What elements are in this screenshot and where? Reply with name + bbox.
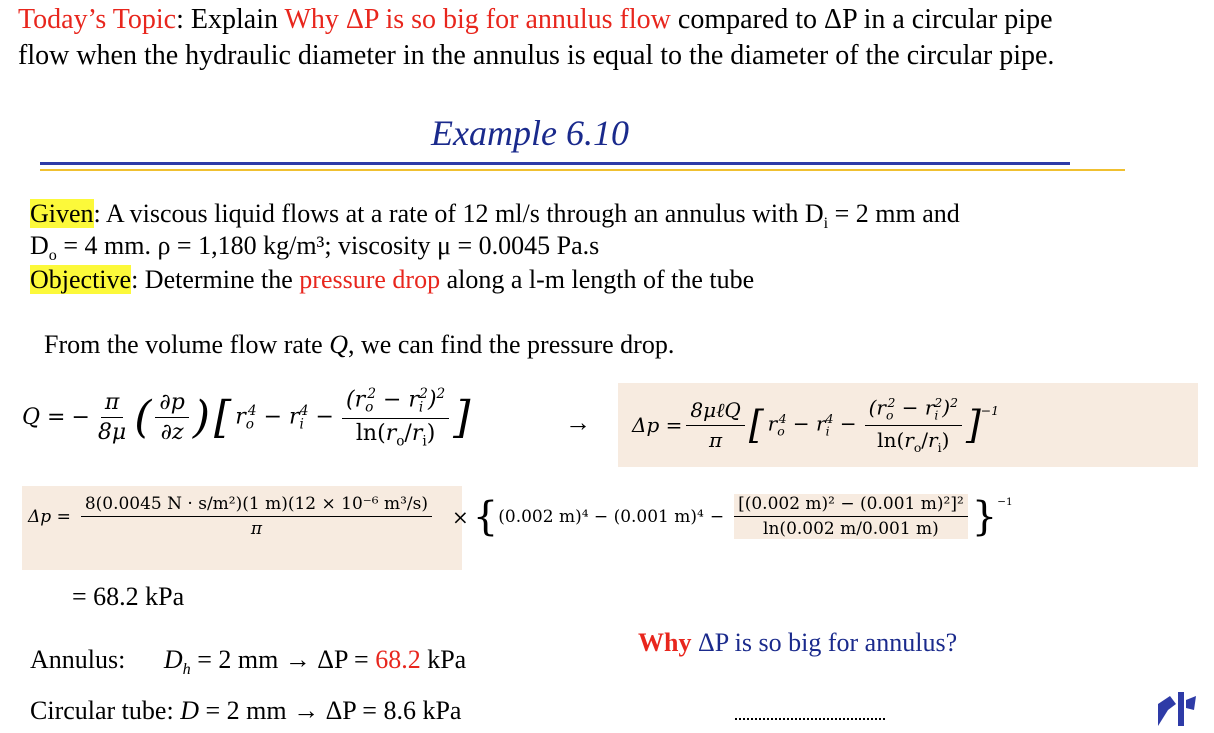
example-title: Example 6.10 <box>431 113 629 153</box>
annulus-dp-value: 68.2 <box>375 645 421 674</box>
equation-numeric: Δp = $\frac{\text{8(0.0045 N · s/m²)(1 m)(12 × 10⁻⁶ m³/s)}}{\pi}$ × { (0.002 m)⁴ − (0.001 m)⁴ − $\frac{\text{[(0.002 m)² − (0.001 m)²]²}}{\ln(0.002 m/0.001 m)}$ } $^{-1}$ <box>28 493 1013 540</box>
why-question: Why ΔP is so big for annulus? <box>638 628 958 657</box>
equation-dp: Δp = $\frac{\text{8μℓQ}}{\pi}$ [ $r_o^4 - r_i^4$ − $\frac{(r_o^2 - r_i^2)^2}{\ln(r_o/r_i)}$ ] $^{-1}$ <box>618 383 1198 467</box>
given-line-2: $D_o = 4$ mm. ρ = 1,180 kg/m³; viscosity μ = 0.0045 Pa.s <box>30 231 600 265</box>
arrow-icon: → <box>565 408 591 437</box>
divider-gold <box>40 169 1125 171</box>
objective-highlight: pressure drop <box>299 265 441 294</box>
objective-line: Objective: Determine the pressure drop along a l-m length of the tube <box>30 265 755 294</box>
given-line-1: Given: A viscous liquid flows at a rate of 12 ml/s through an annulus with $D_i = 2$ mm and <box>30 199 960 233</box>
topic-line-1 <box>18 4 1053 36</box>
objective-label: Objective <box>30 265 132 294</box>
topic-line-2: flow when the hydraulic diameter in the annulus is equal to the diameter of the circular pipe. <box>18 40 1055 71</box>
annulus-line: Annulus: $D_h = 2$ mm → ΔP = 68.2 kPa <box>30 645 467 679</box>
topic-highlight: Why ΔP is so big for annulus flow <box>284 4 671 35</box>
equation-q: Q = − $\frac{\pi}{8\mu}$ ( $\frac{\partial p}{\partial z}$ ) [ $r_o^4 - r_i^4$ − $\frac{(r_o^2 - r_i^2)^2}{\ln(r_o/r_i)}$ ] <box>22 386 471 450</box>
circular-line: Circular tube: D = 2 mm → ΔP = 8.6 kPa <box>30 696 462 725</box>
logo-fragment-icon <box>1150 686 1200 728</box>
result-value: = 68.2 kPa <box>72 582 185 611</box>
given-label: Given <box>30 199 94 228</box>
divider-blue <box>40 162 1070 165</box>
topic-colon: : Explain <box>176 4 285 35</box>
intro-text: From the volume flow rate Q, we can find the pressure drop. <box>44 330 675 359</box>
topic-rest: compared to ΔP in a circular pipe <box>670 4 1053 35</box>
topic-prefix: Today’s Topic <box>18 4 177 35</box>
cutoff-text <box>735 718 885 724</box>
